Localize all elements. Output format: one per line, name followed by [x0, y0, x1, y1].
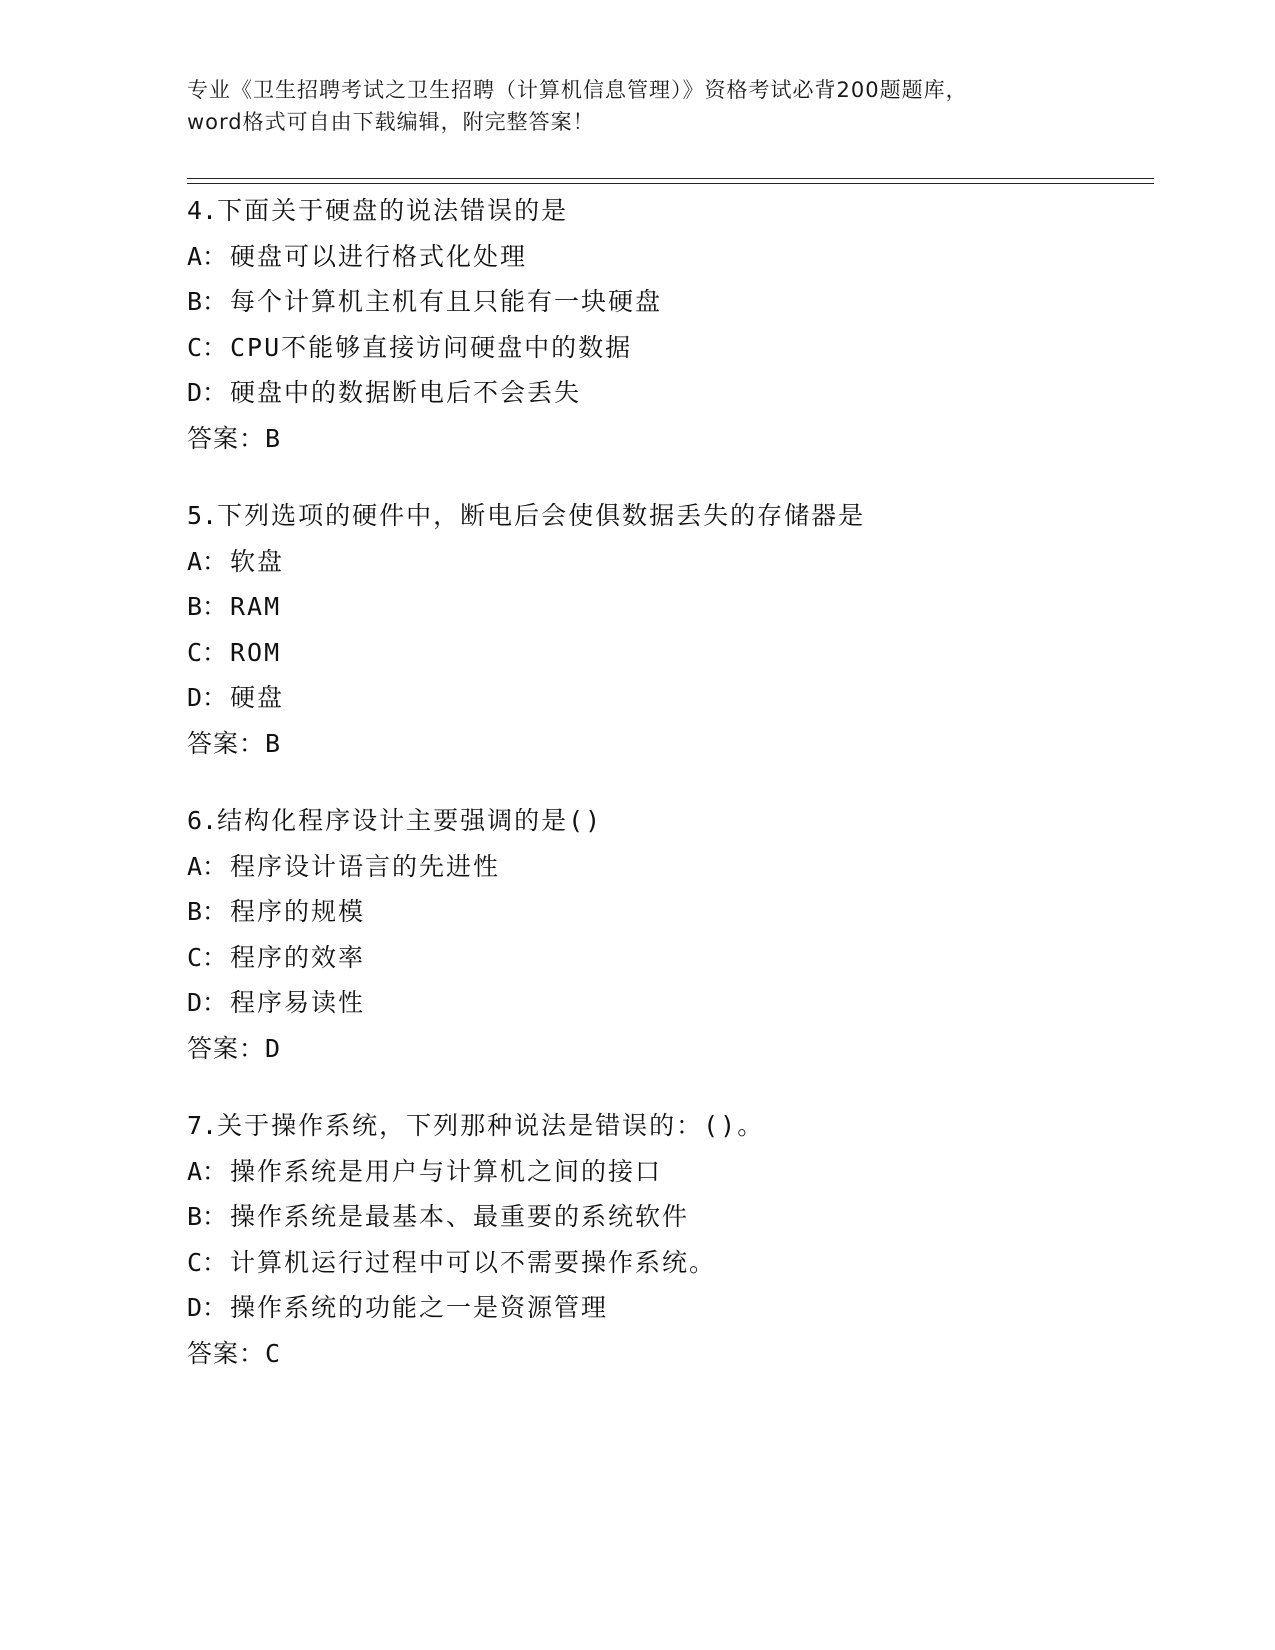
header-divider-bottom — [187, 183, 1154, 184]
option-letter: C： — [187, 1247, 228, 1277]
question-text: 结构化程序设计主要强调的是() — [217, 806, 603, 835]
question-6 — [187, 798, 1147, 1071]
option-letter: A： — [187, 241, 228, 271]
question-stem — [187, 493, 1147, 539]
answer-label: 答案： — [187, 1033, 266, 1063]
option-b — [187, 889, 1147, 935]
option-letter: B： — [187, 1202, 228, 1231]
option-letter: A： — [187, 851, 228, 881]
answer-value: B — [265, 728, 282, 758]
document-header — [187, 74, 1087, 138]
answer — [187, 416, 1147, 462]
question-number: 4. — [187, 196, 218, 225]
option-b — [187, 1194, 1147, 1240]
option-text: 程序设计语言的先进性 — [230, 851, 501, 881]
answer — [187, 1026, 1147, 1072]
answer — [187, 721, 1147, 767]
option-letter: D： — [187, 378, 228, 407]
answer-value: D — [265, 1033, 282, 1063]
question-5 — [187, 493, 1147, 766]
option-c — [187, 935, 1147, 981]
option-b — [187, 584, 1147, 630]
question-number: 5. — [187, 501, 218, 530]
option-a — [187, 539, 1147, 585]
answer — [187, 1331, 1147, 1377]
question-number: 7. — [187, 1111, 218, 1140]
option-text: 程序的规模 — [230, 897, 366, 926]
option-text: 程序的效率 — [230, 942, 366, 972]
option-letter: B： — [187, 897, 228, 926]
answer-value: C — [265, 1338, 282, 1368]
option-a — [187, 234, 1147, 280]
option-d — [187, 1285, 1147, 1331]
question-list — [187, 188, 1147, 1408]
answer-label: 答案： — [187, 728, 266, 758]
option-letter: C： — [187, 942, 228, 972]
question-stem — [187, 798, 1147, 844]
option-letter: B： — [187, 287, 228, 316]
option-a — [187, 1149, 1147, 1195]
option-text: 程序易读性 — [230, 988, 366, 1017]
option-letter: C： — [187, 637, 228, 667]
option-letter: C： — [187, 332, 228, 362]
header-line-2: word格式可自由下载编辑，附完整答案！ — [187, 110, 595, 134]
option-text: 操作系统的功能之一是资源管理 — [230, 1293, 609, 1322]
option-text: 硬盘可以进行格式化处理 — [230, 241, 528, 271]
answer-value: B — [265, 423, 282, 453]
option-d — [187, 980, 1147, 1026]
option-text: 硬盘中的数据断电后不会丢失 — [230, 378, 582, 407]
option-letter: A： — [187, 1156, 228, 1186]
option-c — [187, 630, 1147, 676]
question-stem — [187, 1103, 1147, 1149]
option-text: 操作系统是用户与计算机之间的接口 — [230, 1156, 663, 1186]
question-text: 下面关于硬盘的说法错误的是 — [217, 196, 569, 225]
option-text: 操作系统是最基本、最重要的系统软件 — [230, 1202, 690, 1231]
option-letter: D： — [187, 988, 228, 1017]
option-text: RAM — [230, 592, 282, 621]
option-d — [187, 370, 1147, 416]
option-d — [187, 675, 1147, 721]
header-line-1: 专业《卫生招聘考试之卫生招聘（计算机信息管理）》资格考试必背200题题库， — [187, 78, 968, 102]
option-c — [187, 1240, 1147, 1286]
question-7 — [187, 1103, 1147, 1376]
option-c — [187, 325, 1147, 371]
answer-label: 答案： — [187, 423, 266, 453]
option-text: CPU不能够直接访问硬盘中的数据 — [230, 332, 633, 362]
option-text: 软盘 — [230, 546, 285, 576]
option-text: 每个计算机主机有且只能有一块硬盘 — [230, 287, 663, 316]
option-text: 计算机运行过程中可以不需要操作系统。 — [230, 1247, 717, 1277]
option-letter: D： — [187, 683, 228, 712]
option-a — [187, 844, 1147, 890]
question-text: 关于操作系统，下列那种说法是错误的：()。 — [217, 1111, 765, 1140]
question-4 — [187, 188, 1147, 461]
answer-label: 答案： — [187, 1338, 266, 1368]
option-letter: D： — [187, 1293, 228, 1322]
question-stem — [187, 188, 1147, 234]
option-letter: B： — [187, 592, 228, 621]
question-text: 下列选项的硬件中，断电后会使俱数据丢失的存储器是 — [217, 501, 866, 530]
option-letter: A： — [187, 546, 228, 576]
question-number: 6. — [187, 806, 218, 835]
header-divider-top — [187, 178, 1154, 179]
option-b — [187, 279, 1147, 325]
option-text: 硬盘 — [230, 683, 285, 712]
option-text: ROM — [230, 637, 282, 667]
